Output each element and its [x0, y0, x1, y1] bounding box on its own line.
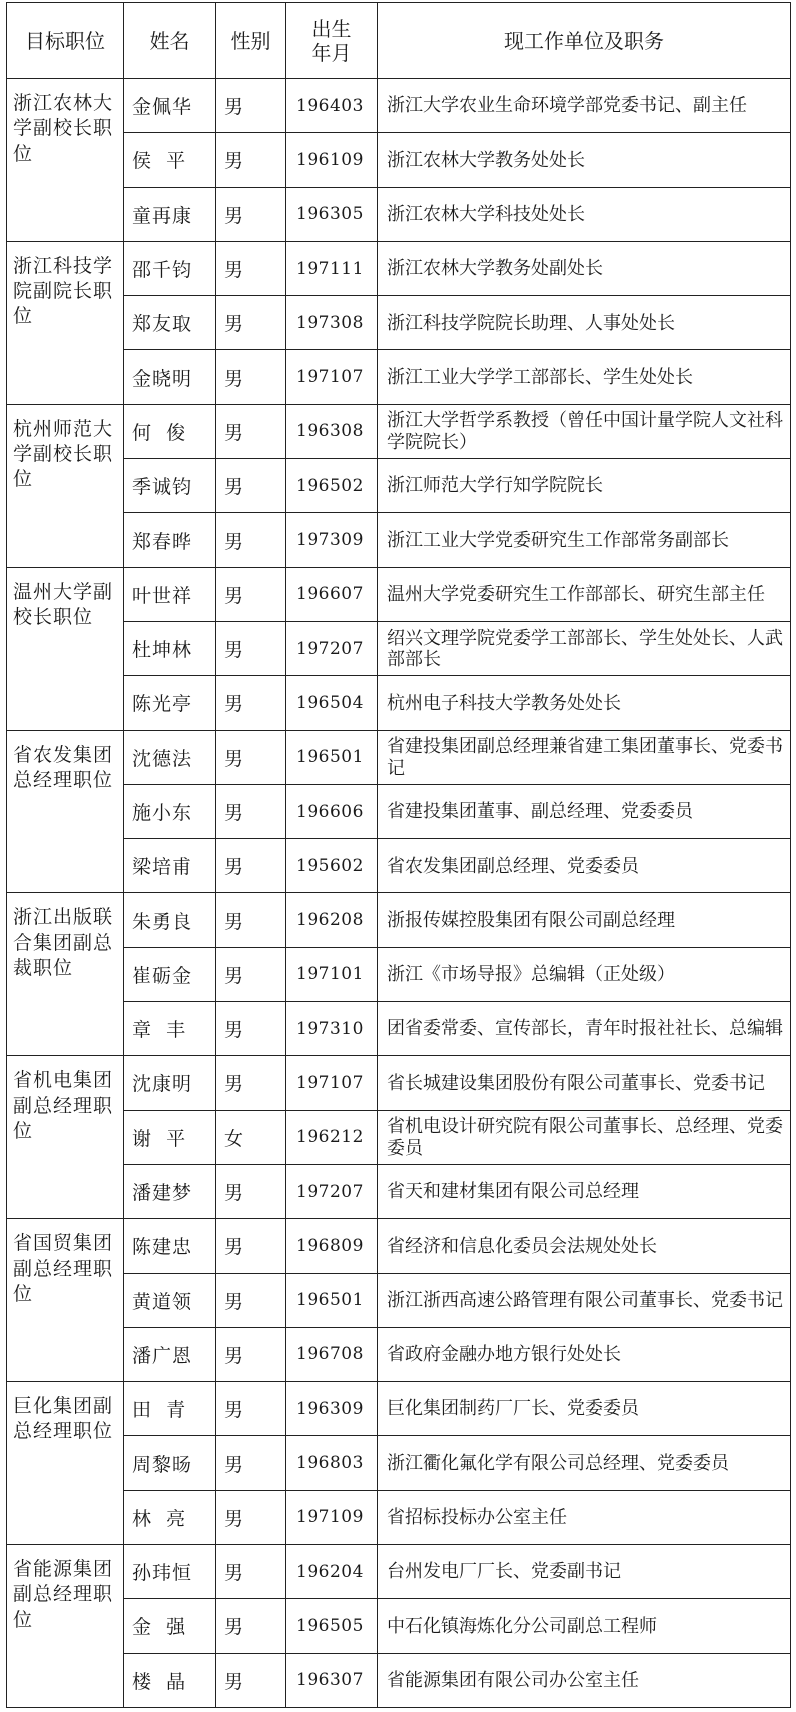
table-body	[7, 79, 791, 1708]
current-job-cell: 省能源集团有限公司办公室主任	[378, 1653, 791, 1707]
candidate-name: 沈德法	[132, 747, 193, 770]
table-header-row	[7, 3, 791, 79]
target-position-cell: 浙江科技学院副院长职位	[7, 241, 124, 404]
header-birth	[286, 3, 378, 79]
target-position-cell: 浙江农林大学副校长职位	[7, 79, 124, 242]
name-cell	[124, 839, 216, 893]
gender-cell: 男	[216, 1490, 286, 1544]
name-cell	[124, 513, 216, 567]
birth-cell: 197309	[286, 513, 378, 567]
candidate-name: 楼 晶	[132, 1670, 187, 1693]
birth-cell: 196803	[286, 1436, 378, 1490]
gender-cell: 男	[216, 513, 286, 567]
name-cell	[124, 1490, 216, 1544]
name-cell	[124, 1327, 216, 1381]
birth-cell: 196212	[286, 1110, 378, 1164]
table-row	[7, 1164, 791, 1218]
candidate-name: 章 丰	[132, 1019, 187, 1042]
name-cell	[124, 1219, 216, 1273]
target-position-cell: 巨化集团副总经理职位	[7, 1382, 124, 1545]
candidate-name: 季诚钧	[132, 476, 193, 499]
name-cell	[124, 350, 216, 404]
gender-cell: 男	[216, 1382, 286, 1436]
candidate-name: 陈光亭	[132, 693, 193, 716]
table-row	[7, 1653, 791, 1707]
candidate-name: 潘广恩	[132, 1344, 193, 1367]
birth-cell: 197107	[286, 350, 378, 404]
candidate-name: 周黎旸	[132, 1453, 193, 1476]
birth-cell: 196504	[286, 676, 378, 730]
birth-cell: 197111	[286, 241, 378, 295]
gender-cell: 男	[216, 1653, 286, 1707]
current-job-cell: 浙江浙西高速公路管理有限公司董事长、党委书记	[378, 1273, 791, 1327]
birth-cell: 196502	[286, 459, 378, 513]
name-cell	[124, 1599, 216, 1653]
gender-cell: 男	[216, 621, 286, 675]
birth-cell: 197207	[286, 621, 378, 675]
current-job-cell: 浙江大学哲学系教授（曾任中国计量学院人文社科学院院长）	[378, 404, 791, 458]
current-job-cell: 省建投集团董事、副总经理、党委委员	[378, 784, 791, 838]
gender-cell: 男	[216, 1327, 286, 1381]
birth-cell: 195602	[286, 839, 378, 893]
target-position-cell: 省机电集团副总经理职位	[7, 1056, 124, 1219]
table-row	[7, 296, 791, 350]
table-row	[7, 187, 791, 241]
candidate-name: 朱勇良	[132, 910, 193, 933]
candidate-name: 谢 平	[132, 1127, 187, 1150]
table-row	[7, 893, 791, 947]
name-cell	[124, 1164, 216, 1218]
candidate-name: 郑友取	[132, 313, 193, 336]
candidate-name: 田 青	[132, 1399, 187, 1422]
gender-cell: 男	[216, 1436, 286, 1490]
birth-cell: 196809	[286, 1219, 378, 1273]
table-row	[7, 79, 791, 133]
candidate-table-document	[6, 2, 790, 1708]
candidate-name: 侯 平	[132, 150, 187, 173]
gender-cell: 男	[216, 133, 286, 187]
gender-cell: 男	[216, 459, 286, 513]
current-job-cell: 省农发集团副总经理、党委委员	[378, 839, 791, 893]
birth-cell: 197107	[286, 1056, 378, 1110]
current-job-cell: 温州大学党委研究生工作部部长、研究生部主任	[378, 567, 791, 621]
name-cell	[124, 1436, 216, 1490]
table-row	[7, 1002, 791, 1056]
table-row	[7, 1327, 791, 1381]
table-row	[7, 784, 791, 838]
birth-cell: 196606	[286, 784, 378, 838]
gender-cell: 男	[216, 839, 286, 893]
current-job-cell: 浙江大学农业生命环境学部党委书记、副主任	[378, 79, 791, 133]
current-job-cell: 杭州电子科技大学教务处处长	[378, 676, 791, 730]
gender-cell: 女	[216, 1110, 286, 1164]
table-row	[7, 404, 791, 458]
birth-cell: 196505	[286, 1599, 378, 1653]
name-cell	[124, 187, 216, 241]
gender-cell: 男	[216, 1002, 286, 1056]
current-job-cell: 绍兴文理学院党委学工部部长、学生处处长、人武部部长	[378, 621, 791, 675]
birth-cell: 197308	[286, 296, 378, 350]
current-job-cell: 浙报传媒控股集团有限公司副总经理	[378, 893, 791, 947]
name-cell	[124, 784, 216, 838]
candidate-name: 邵千钧	[132, 259, 193, 282]
name-cell	[124, 676, 216, 730]
current-job-cell: 巨化集团制药厂厂长、党委委员	[378, 1382, 791, 1436]
candidate-name: 陈建忠	[132, 1236, 193, 1259]
gender-cell: 男	[216, 79, 286, 133]
current-job-cell: 省机电设计研究院有限公司董事长、总经理、党委委员	[378, 1110, 791, 1164]
candidate-name: 潘建梦	[132, 1182, 193, 1205]
table-row	[7, 730, 791, 784]
gender-cell: 男	[216, 893, 286, 947]
header-gender: 性别	[216, 3, 286, 79]
birth-cell: 196501	[286, 730, 378, 784]
name-cell	[124, 1382, 216, 1436]
birth-cell: 196309	[286, 1382, 378, 1436]
gender-cell: 男	[216, 241, 286, 295]
table-row	[7, 1056, 791, 1110]
target-position-cell: 温州大学副校长职位	[7, 567, 124, 730]
birth-cell: 196307	[286, 1653, 378, 1707]
table-row	[7, 947, 791, 1001]
table-row	[7, 1382, 791, 1436]
table-row	[7, 350, 791, 404]
name-cell	[124, 133, 216, 187]
gender-cell: 男	[216, 1545, 286, 1599]
table-row	[7, 1545, 791, 1599]
target-position-cell: 省能源集团副总经理职位	[7, 1545, 124, 1708]
name-cell	[124, 1056, 216, 1110]
candidate-name: 施小东	[132, 802, 193, 824]
table-row	[7, 1110, 791, 1164]
name-cell	[124, 730, 216, 784]
gender-cell: 男	[216, 1164, 286, 1218]
candidate-name: 叶世祥	[132, 584, 193, 607]
birth-cell: 196607	[286, 567, 378, 621]
current-job-cell: 浙江衢化氟化学有限公司总经理、党委委员	[378, 1436, 791, 1490]
table-row	[7, 133, 791, 187]
current-job-cell: 浙江农林大学教务处副处长	[378, 241, 791, 295]
table-row	[7, 1436, 791, 1490]
gender-cell: 男	[216, 784, 286, 838]
candidate-name: 金晓明	[132, 367, 193, 390]
candidate-name: 林 亮	[132, 1507, 187, 1530]
candidate-name: 崔砺金	[132, 964, 193, 987]
table-row	[7, 1490, 791, 1544]
table-row	[7, 1219, 791, 1273]
birth-cell: 197207	[286, 1164, 378, 1218]
current-job-cell: 浙江工业大学党委研究生工作部常务副部长	[378, 513, 791, 567]
name-cell	[124, 1545, 216, 1599]
current-job-cell: 浙江《市场导报》总编辑（正处级）	[378, 947, 791, 1001]
name-cell	[124, 621, 216, 675]
current-job-cell: 团省委常委、宣传部长，青年时报社社长、总编辑	[378, 1002, 791, 1056]
current-job-cell: 省招标投标办公室主任	[378, 1490, 791, 1544]
candidate-name: 梁培甫	[132, 856, 193, 879]
table-row	[7, 459, 791, 513]
birth-cell: 197310	[286, 1002, 378, 1056]
gender-cell: 男	[216, 404, 286, 458]
current-job-cell: 浙江师范大学行知学院院长	[378, 459, 791, 513]
gender-cell: 男	[216, 1273, 286, 1327]
name-cell	[124, 1653, 216, 1707]
candidate-name: 杜坤林	[132, 639, 193, 662]
header-position: 目标职位	[7, 3, 124, 79]
header-job: 现工作单位及职务	[378, 3, 791, 79]
target-position-cell: 杭州师范大学副校长职位	[7, 404, 124, 567]
candidate-name: 金 强	[132, 1616, 187, 1639]
current-job-cell: 台州发电厂厂长、党委副书记	[378, 1545, 791, 1599]
current-job-cell: 浙江科技学院院长助理、人事处处长	[378, 296, 791, 350]
current-job-cell: 省政府金融办地方银行处处长	[378, 1327, 791, 1381]
gender-cell: 男	[216, 1056, 286, 1110]
gender-cell: 男	[216, 350, 286, 404]
candidate-name: 何 俊	[132, 421, 187, 444]
candidate-table	[6, 2, 791, 1708]
target-position-cell: 省国贸集团副总经理职位	[7, 1219, 124, 1382]
candidate-name: 黄道领	[132, 1290, 193, 1313]
current-job-cell: 中石化镇海炼化分公司副总工程师	[378, 1599, 791, 1653]
birth-cell: 196305	[286, 187, 378, 241]
header-birth-label: 出生 年月	[311, 16, 352, 65]
current-job-cell: 省经济和信息化委员会法规处处长	[378, 1219, 791, 1273]
birth-cell: 196109	[286, 133, 378, 187]
birth-cell: 196708	[286, 1327, 378, 1381]
name-cell	[124, 567, 216, 621]
candidate-name: 童再康	[132, 204, 193, 227]
birth-cell: 197109	[286, 1490, 378, 1544]
target-position-cell: 浙江出版联合集团副总裁职位	[7, 893, 124, 1056]
gender-cell: 男	[216, 676, 286, 730]
name-cell	[124, 296, 216, 350]
gender-cell: 男	[216, 296, 286, 350]
gender-cell: 男	[216, 567, 286, 621]
name-cell	[124, 241, 216, 295]
birth-cell: 196204	[286, 1545, 378, 1599]
gender-cell: 男	[216, 1599, 286, 1653]
current-job-cell: 省长城建设集团股份有限公司董事长、党委书记	[378, 1056, 791, 1110]
name-cell	[124, 459, 216, 513]
candidate-name: 郑春晔	[132, 530, 193, 553]
birth-cell: 197101	[286, 947, 378, 1001]
name-cell	[124, 404, 216, 458]
gender-cell: 男	[216, 187, 286, 241]
birth-cell: 196501	[286, 1273, 378, 1327]
current-job-cell: 浙江农林大学教务处处长	[378, 133, 791, 187]
gender-cell: 男	[216, 1219, 286, 1273]
candidate-name: 沈康明	[132, 1073, 193, 1096]
name-cell	[124, 947, 216, 1001]
name-cell	[124, 1002, 216, 1056]
table-row	[7, 513, 791, 567]
current-job-cell: 省天和建材集团有限公司总经理	[378, 1164, 791, 1218]
candidate-name: 金佩华	[132, 96, 193, 119]
table-row	[7, 676, 791, 730]
table-row	[7, 839, 791, 893]
table-row	[7, 1273, 791, 1327]
birth-cell: 196308	[286, 404, 378, 458]
birth-cell: 196403	[286, 79, 378, 133]
name-cell	[124, 1110, 216, 1164]
birth-cell: 196208	[286, 893, 378, 947]
candidate-name: 孙玮恒	[132, 1562, 193, 1585]
current-job-cell: 浙江工业大学学工部部长、学生处处长	[378, 350, 791, 404]
target-position-cell: 省农发集团总经理职位	[7, 730, 124, 893]
current-job-cell: 浙江农林大学科技处处长	[378, 187, 791, 241]
name-cell	[124, 79, 216, 133]
gender-cell: 男	[216, 730, 286, 784]
gender-cell: 男	[216, 947, 286, 1001]
header-name: 姓名	[124, 3, 216, 79]
table-row	[7, 567, 791, 621]
table-row	[7, 621, 791, 675]
name-cell	[124, 1273, 216, 1327]
table-row	[7, 1599, 791, 1653]
table-row	[7, 241, 791, 295]
current-job-cell: 省建投集团副总经理兼省建工集团董事长、党委书记	[378, 730, 791, 784]
name-cell	[124, 893, 216, 947]
